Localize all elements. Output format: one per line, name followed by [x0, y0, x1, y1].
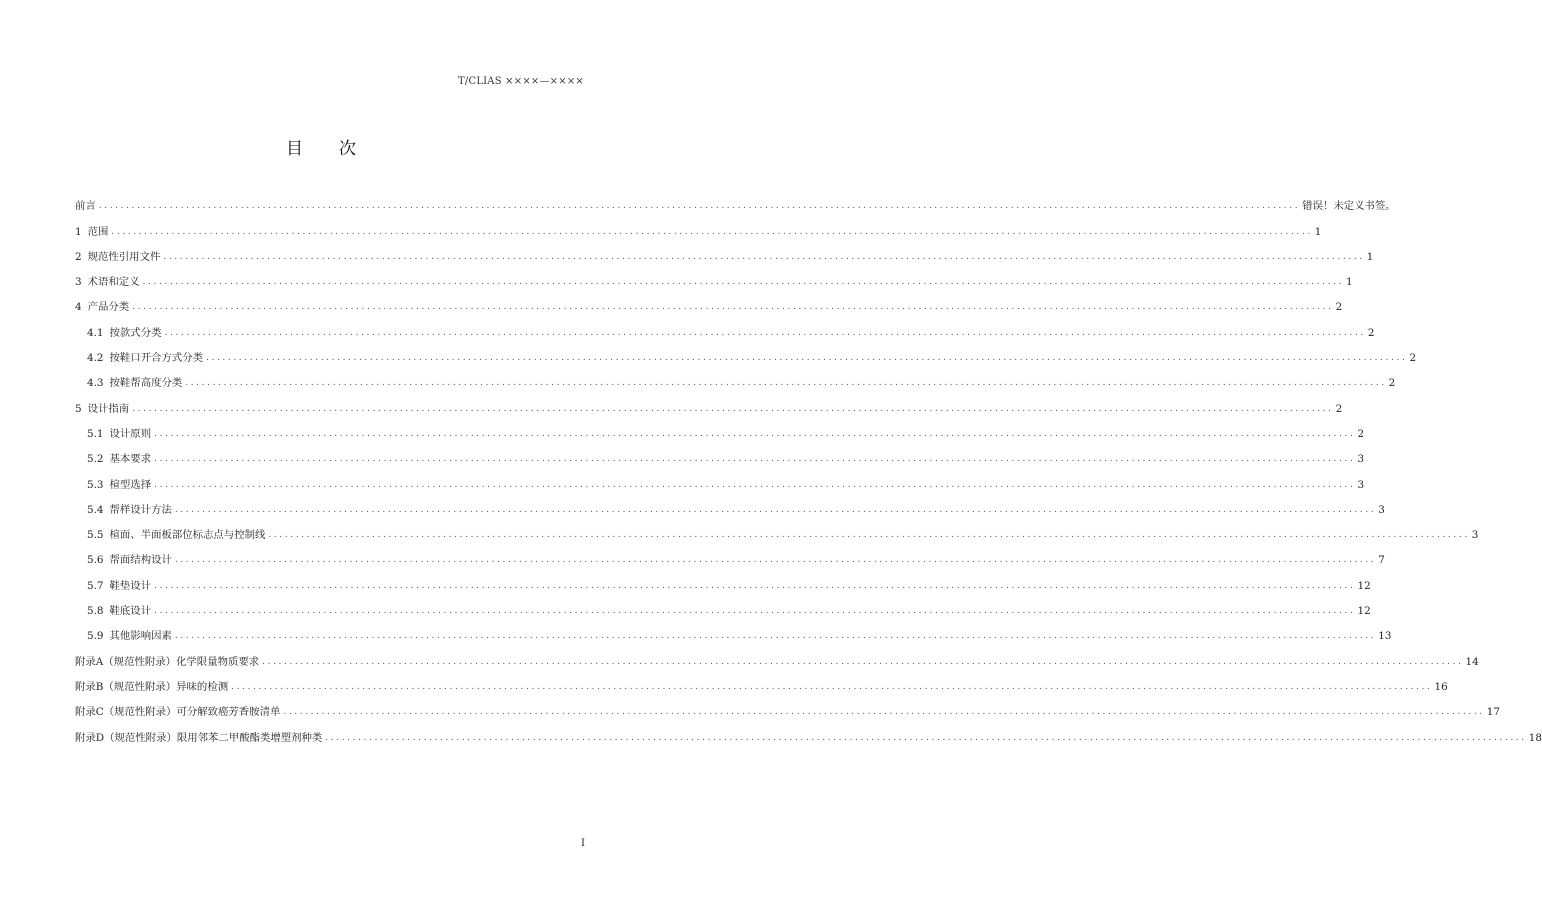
- toc-entry[interactable]: [75, 389, 1343, 415]
- toc-dot-leader: ............................................................................................................................................................................................................................: [154, 454, 1356, 465]
- toc-entry-label: [75, 301, 129, 313]
- toc-entry-page: 1: [1366, 250, 1374, 263]
- toc-dot-leader: ............................................................................................................................................................................................................................: [174, 631, 1377, 642]
- toc-entry-text: 鞋底设计: [109, 605, 152, 618]
- toc-entry-text: 附录D（规范性附录）限用邻苯二甲酸酯类增塑剂种类: [75, 731, 323, 744]
- toc-entry-label: [87, 327, 161, 339]
- toc-entry-text: 前言: [75, 200, 96, 213]
- toc-entry-label: [87, 504, 172, 516]
- toc-entry[interactable]: [75, 415, 1365, 440]
- toc-entry-label: [75, 251, 160, 263]
- toc-entry-label: [87, 377, 182, 389]
- toc-entry-text: 鞋垫设计: [109, 579, 152, 592]
- toc-entry-page: 错误！未定义书签。: [1302, 200, 1396, 213]
- toc-entry-label: [87, 479, 151, 491]
- toc-entry-label: [75, 200, 96, 212]
- toc-entry-number: 5.4: [87, 503, 104, 516]
- toc-entry-page: 12: [1357, 579, 1371, 592]
- toc-entry-text: 附录A（规范性附录）化学限量物质要求: [75, 655, 260, 668]
- toc-entry-page: 14: [1465, 655, 1479, 668]
- toc-entry-text: 规范性引用文件: [87, 250, 161, 263]
- toc-entry-label: [87, 554, 172, 566]
- toc-entry[interactable]: [75, 187, 1396, 213]
- toc-dot-leader: ............................................................................................................................................................................................................................: [132, 302, 1334, 313]
- toc-entry-page: 3: [1357, 478, 1365, 491]
- toc-entry-number: 5.8: [87, 605, 104, 618]
- toc-dot-leader: ............................................................................................................................................................................................................................: [163, 251, 1365, 262]
- toc-entry-label: [75, 403, 129, 415]
- toc-dot-leader: ............................................................................................................................................................................................................................: [154, 428, 1356, 439]
- toc-entry-number: 4.2: [87, 352, 104, 365]
- toc-entry[interactable]: [75, 364, 1396, 390]
- toc-entry[interactable]: [75, 516, 1479, 542]
- toc-entry-label: [87, 428, 151, 440]
- toc-entry[interactable]: [75, 288, 1343, 314]
- toc-entry-label: [87, 605, 151, 617]
- toc-entry-label: [75, 706, 280, 718]
- toc-entry-page: 13: [1378, 630, 1392, 643]
- toc-entry-number: 1: [75, 225, 82, 238]
- toc-entry[interactable]: [75, 668, 1448, 693]
- toc-entry[interactable]: [75, 313, 1375, 339]
- standard-code: T/CLIAS ××××—××××: [458, 76, 584, 87]
- toc-entry-number: 5.7: [87, 579, 104, 592]
- toc-entry-label: [87, 630, 172, 642]
- toc-dot-leader: ............................................................................................................................................................................................................................: [154, 606, 1356, 617]
- toc-entry-page: 16: [1434, 680, 1448, 693]
- toc-dot-leader: ............................................................................................................................................................................................................................: [164, 327, 1366, 338]
- toc-entry-number: 5.3: [87, 478, 104, 491]
- toc-entry-text: 其他影响因素: [109, 630, 172, 643]
- toc-entry-page: 12: [1357, 605, 1371, 618]
- toc-dot-leader: ............................................................................................................................................................................................................................: [142, 277, 1344, 288]
- toc-entry-number: 4.3: [87, 377, 104, 390]
- toc-entry-label: [75, 681, 228, 693]
- toc-entry[interactable]: [75, 617, 1392, 643]
- toc-dot-leader: ............................................................................................................................................................................................................................: [206, 353, 1408, 364]
- toc-title-char: 目: [286, 139, 305, 159]
- toc-entry-page: 2: [1409, 352, 1417, 365]
- toc-entry[interactable]: [75, 263, 1353, 289]
- toc-dot-leader: ............................................................................................................................................................................................................................: [132, 403, 1334, 414]
- toc-dot-leader: ............................................................................................................................................................................................................................: [325, 732, 1527, 743]
- toc-entry[interactable]: [75, 212, 1322, 238]
- toc-entry-text: 范围: [87, 225, 109, 238]
- toc-entry[interactable]: [75, 465, 1365, 491]
- toc-entry-page: 17: [1486, 706, 1500, 719]
- toc-dot-leader: ............................................................................................................................................................................................................................: [174, 555, 1377, 566]
- toc-entry-text: 产品分类: [87, 301, 130, 314]
- toc-entry-text: 术语和定义: [87, 276, 140, 289]
- toc-title-char: 次: [339, 139, 358, 159]
- toc-entry-page: 18: [1528, 731, 1542, 744]
- toc-entry-number: 5.2: [87, 453, 104, 466]
- toc-entry-text: 按鞋口开合方式分类: [109, 352, 204, 365]
- toc-dot-leader: ............................................................................................................................................................................................................................: [283, 707, 1485, 718]
- toc-title: [0, 134, 644, 159]
- toc-entry-number: 4.1: [87, 326, 104, 339]
- toc-entry-text: 按款式分类: [109, 326, 162, 339]
- toc-entry-page: 2: [1335, 402, 1343, 415]
- toc-entry-page: 3: [1471, 529, 1479, 542]
- toc-entry-number: 4: [75, 301, 82, 314]
- toc-entry-number: 5: [75, 402, 82, 415]
- toc-dot-leader: ............................................................................................................................................................................................................................: [154, 580, 1356, 591]
- toc-entry[interactable]: [75, 642, 1479, 668]
- toc-dot-leader: ............................................................................................................................................................................................................................: [111, 226, 1313, 237]
- toc-entry[interactable]: [75, 491, 1385, 516]
- toc-dot-leader: ............................................................................................................................................................................................................................: [174, 504, 1377, 515]
- toc-entry-page: 1: [1314, 225, 1322, 238]
- toc-entry-number: 2: [75, 250, 82, 263]
- toc-entry-number: 3: [75, 276, 82, 289]
- toc-dot-leader: ............................................................................................................................................................................................................................: [98, 201, 1301, 212]
- toc-entry-label: [75, 732, 322, 744]
- page-number: I: [581, 838, 585, 849]
- toc-entry-text: 按鞋帮高度分类: [109, 377, 183, 390]
- toc-entry-label: [87, 529, 265, 541]
- toc-entry-label: [75, 276, 140, 288]
- toc-dot-leader: ............................................................................................................................................................................................................................: [154, 479, 1356, 490]
- toc-entry-page: 2: [1388, 377, 1396, 390]
- toc-entry[interactable]: [75, 693, 1500, 719]
- toc-dot-leader: ............................................................................................................................................................................................................................: [185, 378, 1387, 389]
- toc-entry-number: 5.1: [87, 427, 104, 440]
- toc-entry[interactable]: [75, 541, 1385, 567]
- toc-entry-label: [87, 453, 151, 465]
- toc-dot-leader: ............................................................................................................................................................................................................................: [268, 530, 1470, 541]
- toc-entry-page: 3: [1357, 453, 1365, 466]
- toc-list: [75, 187, 1542, 744]
- toc-entry-number: 5.6: [87, 554, 104, 567]
- toc-entry[interactable]: [75, 592, 1371, 618]
- toc-dot-leader: ............................................................................................................................................................................................................................: [231, 681, 1433, 692]
- toc-dot-leader: ............................................................................................................................................................................................................................: [262, 656, 1464, 667]
- toc-entry-label: [87, 580, 151, 592]
- toc-entry-text: 基本要求: [109, 453, 152, 466]
- toc-entry[interactable]: [75, 566, 1371, 592]
- toc-entry-page: 2: [1367, 326, 1375, 339]
- toc-entry[interactable]: [75, 440, 1365, 466]
- toc-entry-text: 帮样设计方法: [109, 503, 172, 516]
- toc-entry[interactable]: [75, 339, 1417, 365]
- toc-entry-page: 7: [1378, 554, 1385, 567]
- toc-entry-text: 楦型选择: [109, 478, 152, 491]
- toc-entry-page: 2: [1335, 301, 1343, 314]
- toc-entry-label: [75, 226, 108, 238]
- toc-entry[interactable]: [75, 238, 1374, 263]
- toc-entry-label: [75, 656, 259, 668]
- toc-entry-page: 2: [1357, 427, 1365, 440]
- toc-entry-text: 设计原则: [109, 427, 152, 440]
- toc-entry-number: 5.5: [87, 529, 104, 542]
- toc-entry-label: [87, 352, 203, 364]
- toc-entry[interactable]: [75, 718, 1542, 744]
- toc-entry-text: 帮面结构设计: [109, 554, 172, 567]
- toc-entry-text: 附录C（规范性附录）可分解致癌芳香胺清单: [75, 706, 281, 719]
- toc-entry-text: 设计指南: [87, 402, 130, 415]
- toc-entry-number: 5.9: [87, 630, 104, 643]
- toc-entry-page: 3: [1378, 503, 1385, 516]
- toc-entry-text: 附录B（规范性附录）异味的检测: [75, 680, 229, 693]
- toc-entry-page: 1: [1345, 276, 1353, 289]
- toc-entry-text: 楦面、半面板部位标志点与控制线: [109, 529, 266, 542]
